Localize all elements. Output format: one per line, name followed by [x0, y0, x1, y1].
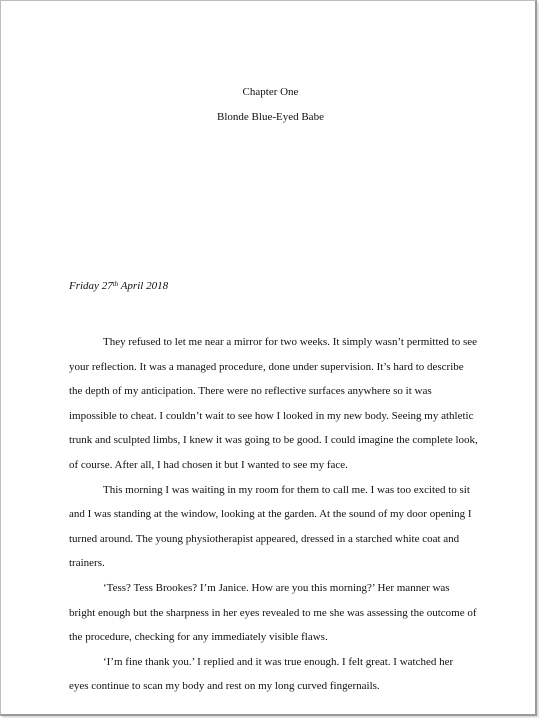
chapter-title: Chapter One [242, 86, 299, 98]
paragraph-line: your reflection. It was a managed procedure, done under supervision. It’s hard to describe [69, 360, 464, 373]
date-heading [69, 279, 168, 293]
body-text [69, 330, 489, 699]
paragraph-line: and I was standing at the window, looking at the garden. At the sound of my door opening I [69, 508, 472, 521]
paragraph-line: trainers. [69, 557, 105, 570]
paragraph-line: This morning I was waiting in my room for them to call me. I was too excited to sit [103, 483, 470, 496]
paragraph-line: the depth of my anticipation. There were no reflective surfaces anywhere so it was [69, 385, 432, 398]
paragraph-line: of course. After all, I had chosen it but I wanted to see my face. [69, 458, 348, 471]
date-ordinal-suffix: th [112, 280, 119, 288]
chapter-subtitle: Blonde Blue-Eyed Babe [217, 111, 324, 123]
paragraph-line: bright enough but the sharpness in her eyes revealed to me she was assessing the outcome of [69, 606, 477, 619]
date-day: Friday 27 [69, 280, 113, 292]
date-month-year: April 2018 [118, 280, 169, 292]
paragraph-line: eyes continue to scan my body and rest on my long curved fingernails. [69, 680, 380, 693]
paragraph-line: They refused to let me near a mirror for two weeks. It simply wasn’t permitted to see [103, 336, 477, 348]
paragraph-line: ‘I’m fine thank you.’ I replied and it was true enough. I felt great. I watched her [103, 655, 454, 668]
paragraph-line: ‘Tess? Tess Brookes? I’m Janice. How are you this morning?’ Her manner was [103, 581, 450, 594]
paragraph-line: impossible to cheat. I couldn’t wait to see how I looked in my new body. Seeing my athletic [69, 409, 474, 422]
paragraph-line: turned around. The young physiotherapist appeared, dressed in a starched white coat and [69, 532, 460, 545]
paragraph-line: the procedure, checking for any immediately visible flaws. [69, 631, 328, 644]
paragraph-line: trunk and sculpted limbs, I knew it was going to be good. I could imagine the complete look, [69, 434, 478, 447]
